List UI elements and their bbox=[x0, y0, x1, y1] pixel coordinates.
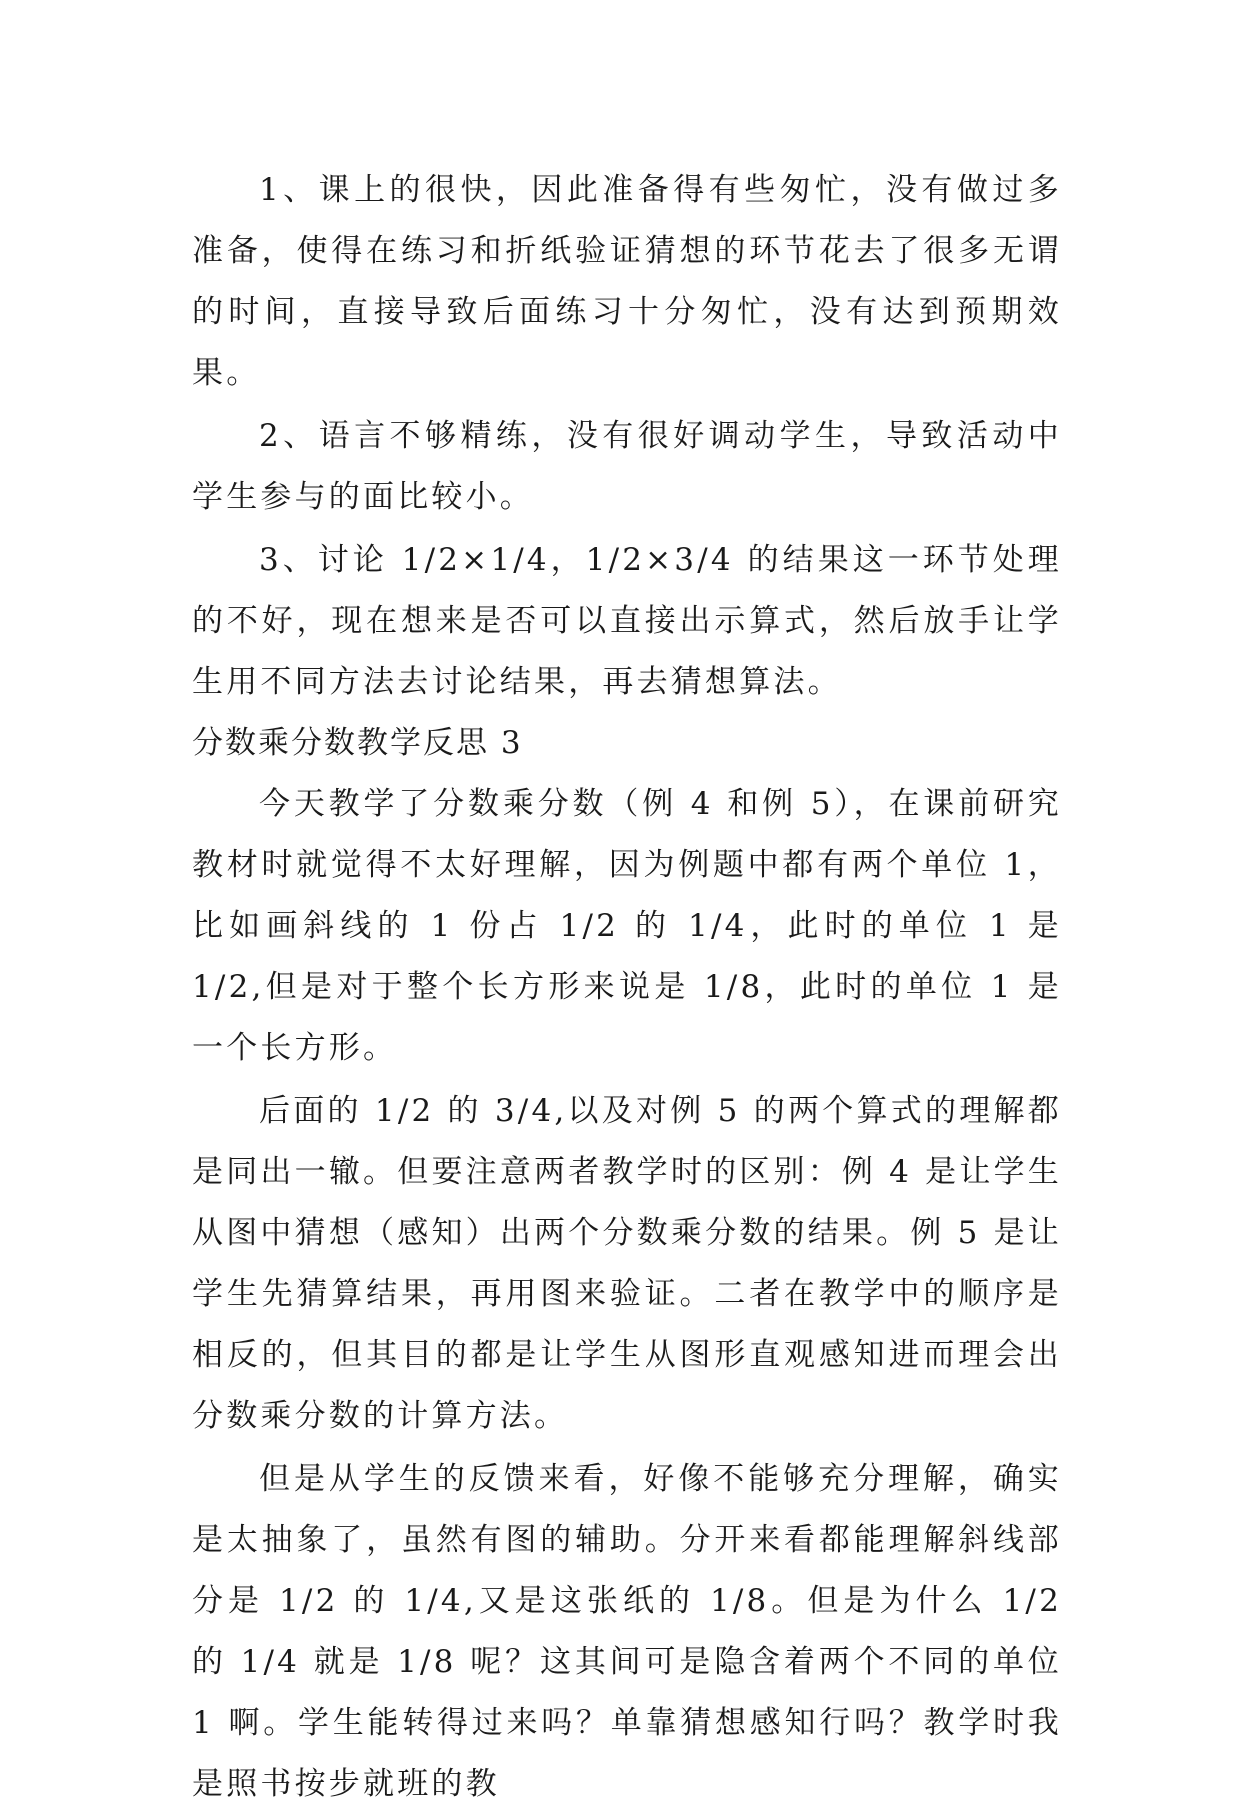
paragraph-6: 但是从学生的反馈来看，好像不能够充分理解，确实是太抽象了，虽然有图的辅助。分开来看都能理解斜线部分是 1/2 的 1/4,又是这张纸的 1/8。但是为什么 1/2 的 1/4 就是 1/8 呢？这其间可是隐含着两个不同的单位 1 啊。学生能转得过来吗？单靠猜想感知行吗？教学时我是照书按步就班的教 bbox=[192, 1461, 1062, 1802]
paragraph-2: 2、语言不够精练，没有很好调动学生，导致活动中学生参与的面比较小。 bbox=[192, 418, 1062, 515]
section-title: 分数乘分数教学反思 3 bbox=[192, 725, 523, 761]
paragraph-1: 1、课上的很快，因此准备得有些匆忙，没有做过多准备，使得在练习和折纸验证猜想的环节花去了很多无谓的时间，直接导致后面练习十分匆忙，没有达到预期效果。 bbox=[192, 172, 1062, 391]
paragraph-4: 今天教学了分数乘分数（例 4 和例 5），在课前研究教材时就觉得不太好理解，因为例题中都有两个单位 1， 比如画斜线的 1 份占 1/2 的 1/4，此时的单位 1 是 1/2,但是对于整个长方形来说是 1/8，此时的单位 1 是一个长方形。 bbox=[192, 786, 1062, 1066]
document-body bbox=[192, 160, 1062, 1815]
paragraph-5: 后面的 1/2 的 3/4,以及对例 5 的两个算式的理解都是同出一辙。但要注意两者教学时的区别：例 4 是让学生从图中猜想（感知）出两个分数乘分数的结果。例 5 是让学生先猜算结果，再用图来验证。二者在教学中的顺序是相反的，但其目的都是让学生从图形直观感知进而理会出分数乘分数的计算方法。 bbox=[192, 1093, 1062, 1434]
paragraph-3: 3、讨论 1/2×1/4，1/2×3/4 的结果这一环节处理的不好，现在想来是否可以直接出示算式，然后放手让学生用不同方法去讨论结果，再去猜想算法。 bbox=[192, 542, 1062, 700]
